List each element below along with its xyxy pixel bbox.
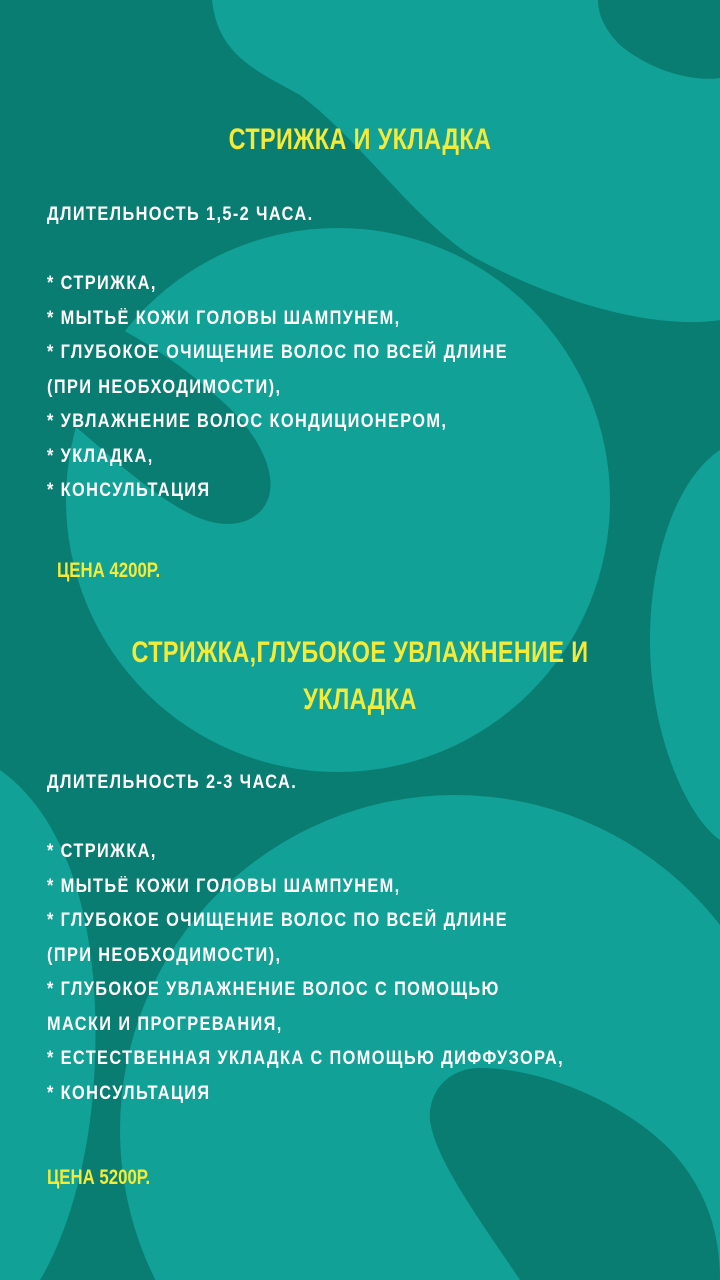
service-title-line: УКЛАДКА: [303, 683, 417, 716]
list-item: * ЕСТЕСТВЕННАЯ УКЛАДКА С ПОМОЩЬЮ ДИФФУЗОРА,: [47, 1048, 565, 1069]
list-item: (ПРИ НЕОБХОДИМОСТИ),: [47, 944, 282, 966]
list-item: * УВЛАЖНЕНИЕ ВОЛОС КОНДИЦИОНЕРОМ,: [47, 411, 448, 432]
list-item: * СТРИЖКА,: [47, 841, 157, 862]
list-item: * УКЛАДКА,: [47, 445, 154, 467]
service-1-items: [47, 267, 583, 509]
list-item: * ГЛУБОКОЕ ОЧИЩЕНИЕ ВОЛОС ПО ВСЕЙ ДЛИНЕ: [47, 910, 509, 931]
service-title-line: СТРИЖКА И УКЛАДКА: [228, 123, 492, 156]
service-1-price: ЦЕНА 4200Р.: [57, 559, 161, 582]
list-item: * СТРИЖКА,: [47, 273, 157, 294]
list-item: * ГЛУБОКОЕ УВЛАЖНЕНИЕ ВОЛОС С ПОМОЩЬЮ: [47, 979, 500, 1000]
list-item: * КОНСУЛЬТАЦИЯ: [47, 480, 211, 501]
service-title-line: СТРИЖКА,ГЛУБОКОЕ УВЛАЖНЕНИЕ И: [131, 636, 589, 669]
list-item: * ГЛУБОКОЕ ОЧИЩЕНИЕ ВОЛОС ПО ВСЕЙ ДЛИНЕ: [47, 342, 509, 363]
service-2-price: ЦЕНА 5200Р.: [47, 1166, 151, 1189]
service-1-duration: ДЛИТЕЛЬНОСТЬ 1,5-2 ЧАСА.: [47, 204, 314, 225]
list-item: * МЫТЬЁ КОЖИ ГОЛОВЫ ШАМПУНЕМ,: [47, 875, 401, 897]
service-2-items: [47, 835, 648, 1111]
service-2-duration: ДЛИТЕЛЬНОСТЬ 2-3 ЧАСА.: [47, 772, 298, 793]
list-item: * МЫТЬЁ КОЖИ ГОЛОВЫ ШАМПУНЕМ,: [47, 307, 401, 329]
list-item: (ПРИ НЕОБХОДИМОСТИ),: [47, 376, 282, 398]
list-item: * КОНСУЛЬТАЦИЯ: [47, 1082, 211, 1104]
list-item: МАСКИ И ПРОГРЕВАНИЯ,: [47, 1013, 283, 1035]
